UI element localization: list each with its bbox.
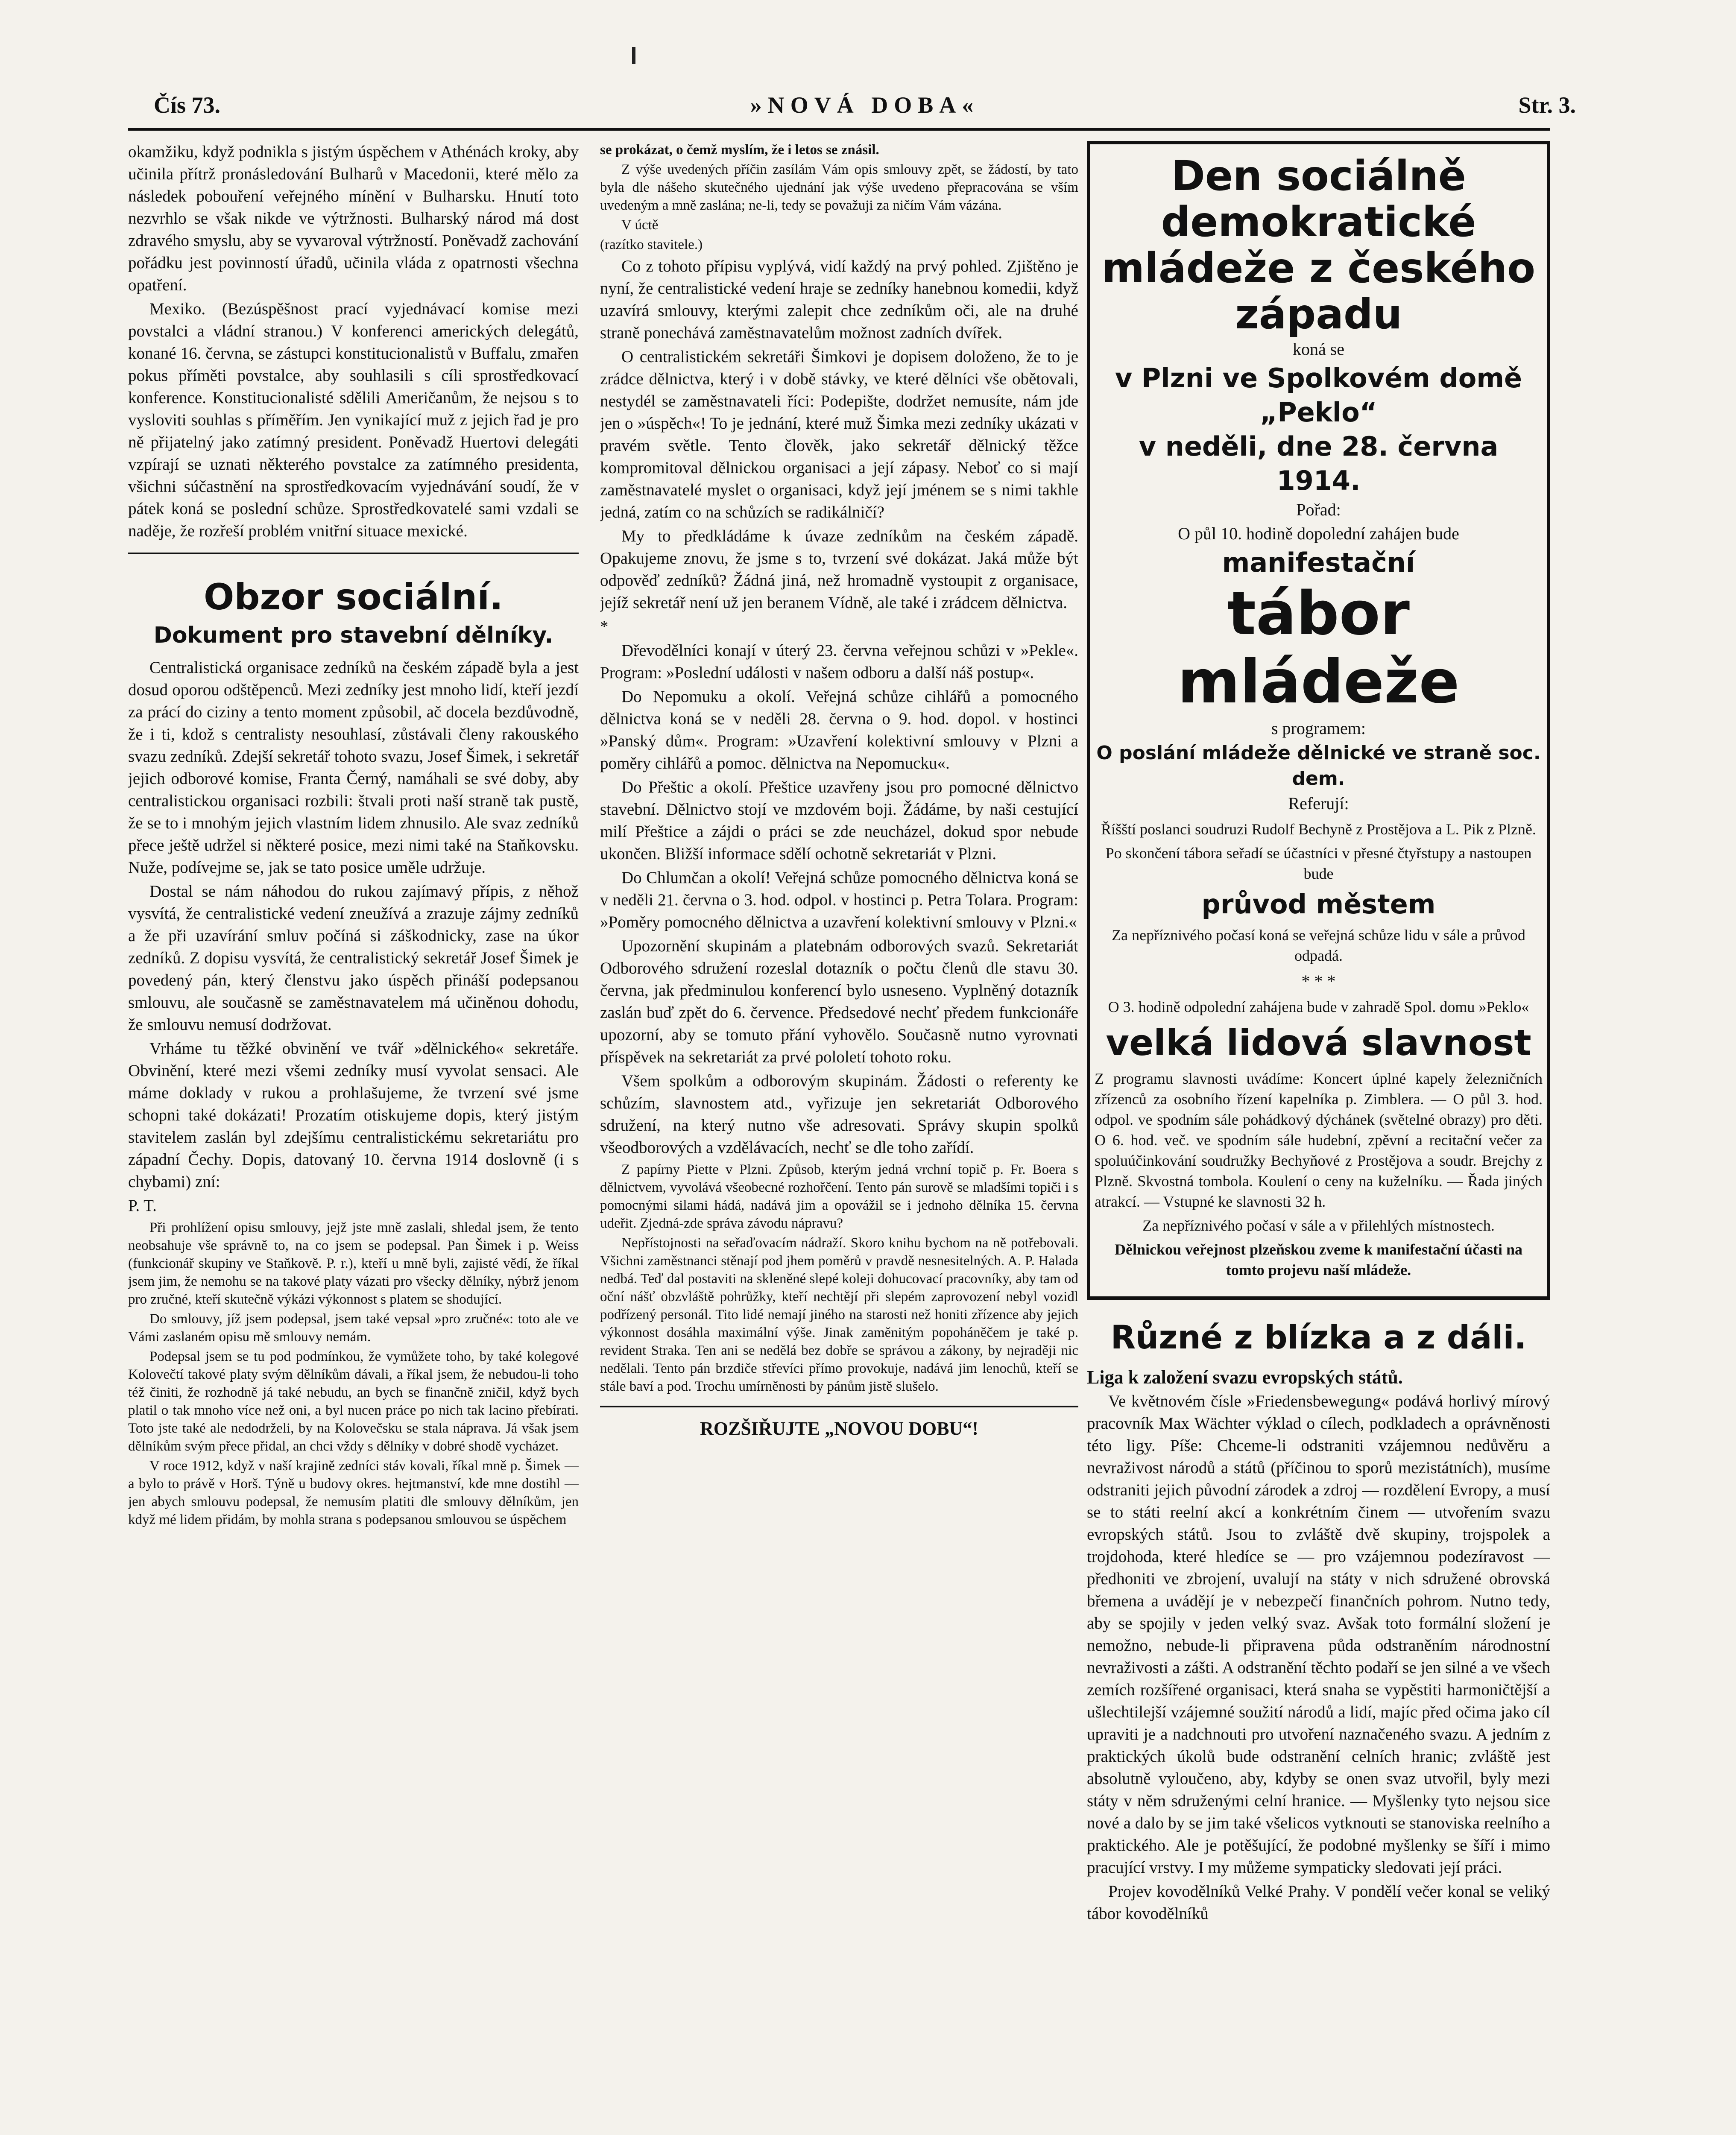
separator-star: * [600,617,609,636]
letter-signature: (razítko stavitele.) [600,237,703,252]
letter-paragraph: V roce 1912, když v naší krajině zedníci stáv kovali, říkal mně p. Šimek — a bylo to právě v Horš. Týně u budovy okres. hejtmanství, kde mne dostihl — jen abych smlouvu podepsal, že nemusím platiti dle smlouvy dělníkům, jen když mé lidem přidám, by mohla strana s podepsanou smlouvou se úspěchem [128,1458,579,1527]
event-advertisement-box [1087,141,1550,1300]
article-headline-league: Liga k založení svazu evropských států. [1087,1367,1403,1388]
event-rain-2: Za nepříznivého počasí v sále a v přilehlých místnostech. [1142,1217,1495,1234]
divider [600,1406,1078,1407]
event-topic: O poslání mládeže dělnické ve straně soc. dem. [1096,742,1541,790]
letter-salutation: P. T. [128,1196,157,1215]
section-title-social: Obzor sociální. [203,576,504,618]
letter-paragraph: Do smlouvy, jíž jsem podepsal, jsem také vepsal »pro zručné«: toto ale ve Vámi zaslaném opisu mě smlouvy nemám. [128,1311,579,1345]
event-start: O půl 10. hodině dopolední zahájen bude [1178,524,1459,543]
event-tabor: tábor mládeže [1177,579,1460,717]
event-after: Po skončení tábora seřadí se účastníci v přesné čtyřstupy a nastoupen bude [1105,845,1532,882]
event-place: v Plzni ve Spolkovém domě „Peklo“ [1115,363,1522,428]
event-festival: velká lidová slavnost [1106,1022,1531,1064]
article-headline-builders: Dokument pro stavební dělníky. [153,623,553,648]
letter-closing: V úctě [621,217,659,233]
event-speakers-label: Referují: [1288,794,1349,813]
event-program-label: Pořad: [1296,500,1341,519]
page-number: Str. 3. [1518,92,1576,118]
notice-nepomuk: Do Nepomuku a okolí. Veřejná schůze cihlářů a pomocného dělnictva koná se v neděli 28. června o 9. hod. dopol. v hostinci »Panský dům«. Program: »Uzavření kolektivní smlouvy v Plzni a poměry cihlářů a pomoc. dělnictva na Nepomucku«. [600,687,1078,772]
notice-chlumcany: Do Chlumčan a okolí! Veřejná schůze pomocného dělnictva koná se v neděli 21. června o 3. hod. odpol. v hostinci p. Petra Tolara. Program: »Poměry pomocného dělnictva a uzavření kolektivní smlouvy v Plzni.« [600,869,1078,931]
notice-prestice: Do Přeštic a okolí. Přeštice uzavřeny jsou pro pomocné dělnictvo stavební. Dělnictvo stojí ve mzdovém boji. Žádáme, by naši cestující milí Přeštice a zájdi o práci se zde neucházel, dokud spor nebude ukončen. Bližší informace sdělí ochotně sekretariát v Plzni. [600,778,1078,863]
column-2 [600,141,1078,2135]
notice-woodworkers: Dřevodělníci konají v úterý 23. června veřejnou schůzi v »Pekle«. Program: »Poslední události v našem odboru a další náš postup«. [600,641,1078,682]
notice-paper-mill: Z papírny Piette v Plzni. Způsob, kterým jedná vrchní topič p. Fr. Boera s dělnictvem, vyvolává všeobecné rozhořčení. Tento pán surově se mladšími topiči i s pomocnými silami hádá, nadává jim a opovážil se i jednoho dělníka 15. června udeřit. Zjedná-zde správa závodu nápravu? [600,1162,1078,1231]
event-manif: manifestační [1222,547,1415,578]
event-with-program: s programem: [1271,719,1366,738]
event-rain: Za nepříznivého počasí koná se veřejná schůze lidu v sále a průvod odpadá. [1112,927,1525,964]
masthead: »NOVÁ DOBA« [750,92,980,118]
divider [128,553,579,554]
letter-paragraph: Podepsal jsem se tu pod podmínkou, že vymůžete toho, by také kolegové Kolovečtí takové platy svým dělníkům dávali, a říkal jsem, že nebudou-li toho též činiti, že rozhodně já také nebudu, an bych se finančně zničil, když bych platil o tak mnoho více než oni, a byl nucen práce po nich tak lacino přebírati. Toto jste také ale nedodrželi, by na Kolovečsku se stala náprava. Já však jsem dělníkům svým přece přidal, an chci vždy s dělníky v dobré shodě vycházet. [128,1349,579,1454]
footer-slogan: ROZŠIŘUJTE „NOVOU DOBU“! [700,1418,978,1439]
paragraph: Vrháme tu těžké obvinění ve tvář »dělnického« sekretáře. Obvinění, které mezi všemi zedníky musí vyvolat sensaci. Ale máme doklady v rukou a prohlašujeme, že tvrzení své jsme schopni také dokázati! Prozatím otiskujeme dopis, který jistým stavitelem zaslán byl zdejšímu centralistickému sekretariátu pro západní Čechy. Dopis, datovaný 10. června 1914 doslovně (i s chybami) zní: [128,1039,579,1191]
notice-associations: Všem spolkům a odborovým skupinám. Žádosti o referenty ke schůzím, slavnostem atd., vyřizuje jen sekretariát Odborového sdružení, na který nutno vše adresovati. Správy skupin spolků všeodborových a vzdělávacích, nechť se dle toho zařídí. [600,1072,1078,1157]
paragraph: Centralistická organisace zedníků na českém západě byla a jest dosud oporou odštěpenců. Mezi zedníky jest mnoho lidí, kteří jezdí za prácí do ciziny a tento moment způsobil, ač docela bezdůvodně, že i ti, kdož s centralisty nesouhlasí, zůstávali členy rakouského svazu zedníků. Zdejší sekretář tohoto svazu, Josef Šimek, i sekretář jejich odborové komise, Franta Černý, namáhali se své doby, aby centralistickou organisaci rozbili: štvali proti naší straně tak pustě, že se to i mnohým jejich vlastním lidem zhnusilo. Ale svaz zedníků přece ještě udržel si některé posice, mezi nimi také na Staňkovsku. Nuže, podívejme se, jak se tato posice uměle udržuje. [128,658,579,877]
paragraph: Projev kovodělníků Velké Prahy. V pondělí večer konal se veliký tábor kovodělníků [1087,1882,1550,1923]
event-festival-program: Z programu slavnosti uvádíme: Koncert úplné kapely železničních zřízenců za osobního řízení kapelníka p. Zimblera. — O půl 3. hod. odpol. ve spodním sále pohádkový dýchánek (světelné obrazy) pro děti. O 6. hod. več. ve spodním sále hudební, zpěvní a recitační večer za spoluúčinkování soudružky Bechyňové z Prostějova a soudr. Brejchy z Plzně. Skvostná tombola. Koulení o ceny na kuželníku. — Řada jiných atrakcí. — Vstupné ke slavnosti 32 h. [1095,1070,1543,1210]
letter-paragraph: Z výše uvedených příčin zasílám Vám opis smlouvy zpět, se žádostí, by tato byla dle nášeho skutečného ujednání jak výše uvedeno přepracována se vším uvedeným a mně zaslána; ne-li, tedy se považuji za ničím Vám vázána. [600,162,1078,213]
issue-number: Čís 73. [154,92,221,118]
column-1 [128,141,579,2135]
article-mexico: Mexiko. (Bezúspěšnost prací vyjednávací komise mezi povstalci a vládní stranou.) V konferenci amerických delegátů, konané 16. června, se zástupci konstitucionalistů v Buffalu, zmařen pokus příměti povstalce, aby souhlasili s cíli sprostředkovací konference. Konstitucionalisté sdělili Američanům, že nejsou s to vysloviti souhlas s příměřím. Jen vynikající muž z jejich řad je pro ně přijatelný jako zatímný president. Poněvadž Huertovi delegáti vzpírají se uznati některého povstalce za zatímného presidenta, všichni súčastnění na sprostředkovacím vyjednávání soudí, že v pátek koná se poslední schůze. Sprostředkovatelé sami vzdali se naděje, že rozřeší problém vnitřní situace mexické. [128,300,579,540]
paragraph: My to předkládáme k úvaze zedníkům na českém západě. Opakujeme znovu, že jsme s to, tvrzení své dokázat. Jaká může být odpověď zedníků? Žádná jiná, než hromadně vystoupit z organisace, jejíž sekretář není už jen beranem Vídně, ale také i zrádcem dělnictva. [600,527,1078,612]
event-afternoon: O 3. hodině odpolední zahájena bude v zahradě Spol. domu »Peklo« [1108,998,1529,1015]
notice-railway-yard: Nepřístojnosti na seřaďovacím nádraží. Skoro knihu bychom na ně potřebovali. Všichni zaměstnanci stěnají pod jhem poměrů v pravdě nesnesitelných. A. P. Halada nedbá. Teď dal postaviti na skleněné slepé koleji dohucovací pracovníky, aby tam od oční nášť obzvláště pohrůžky, kteří nechtějí při slepém zaprovození nebyl vozidl podřízený personál. Tito lidé nemají jiného na starosti než honiti zřízence aby jejich výkonnost dosáhla maximální výše. Jinak zaměnitým popoháněčem je také p. revident Straka. Ten ani se nedělá bez dobře se správou a zákony, by nejraději nic nedělali. Tento pán brzdiče střevíci přímo provokuje, nadává jim lenochů, kteří se stále baví a pod. Trochu umírněnosti by pánům jistě slušelo. [600,1235,1078,1394]
paragraph: Co z tohoto přípisu vyplývá, vidí každý na prvý pohled. Zjištěno je nyní, že centralistické vedení hraje se zedníky hanebnou komedii, když uzavírá smlouvy, kterými zalepit chce zedníkům oči, ale na druhé straně ponechává zaměstnavatelům možnost zadních dvířek. [600,257,1078,342]
header-rule [128,128,1550,131]
article-bulgaria-end: okamžiku, když podnikla s jistým úspěchem v Athénách kroky, aby učinila přítrž pronásledování Bulharů v Macedonii, které mělo za následek pobouření veřejného mínění v Bulharsku. Hnutí toto nezvrhlo se však nikde ve výtržnosti. Bulharský národ má dost zdravého smyslu, aby se vyvaroval výtržností. Poněvadž zachování pořádku jest povinností úřadů, učinila vláda z opatrnosti všechna opatření. [128,143,579,294]
event-speakers: Říšští poslanci soudruzi Rudolf Bechyně z Prostějova a L. Pik z Plzně. [1101,821,1536,838]
event-invitation: Dělnickou veřejnost plzeňskou zveme k manifestační účasti na tomto projevu naší mládeže. [1115,1241,1522,1278]
event-stars: * * * [1301,971,1336,991]
paragraph: Dostal se nám náhodou do rukou zajímavý přípis, z něhož vysvítá, že centralistické vedení zneužívá a zrazuje zájmy zedníků a že při uzavírání smluv počíná si záškodnicky, zase na úkor zedníků. Z dopisu vysvítá, že centralistický sekretář Josef Šimek je povedený pán, který členstvu jako úspěch přináší podepsanou smlouvu, ale současně se zaměstnavatelem má učiněnou dohodu, že smlouvu nemusí dodržovat. [128,882,579,1034]
letter-paragraph: Při prohlížení opisu smlouvy, jejž jste mně zaslali, shledal jsem, že tento neobsahuje vše správně to, na co jsem se podepsal. Pan Šimek i p. Weiss (funkcionář skupiny ve Staňkově. P. r.), kteří u mně byli, zajisté vědí, že říkal jsem jim, že nemohu se na takové platy vázati pro všecky dělníky, nýbrž jenom pro zručné, kteří skutečně výkázi výkonnost s platem se shodující. [128,1220,579,1307]
letter-paragraph: se prokázat, o čemž myslím, že i letos se znásil. [600,142,879,158]
event-date: v neděli, dne 28. června 1914. [1139,431,1499,496]
column-3 [1087,141,1550,2135]
print-mark [632,47,635,64]
paragraph: Ve květnovém čísle »Friedensbewegung« podává horlivý mírový pracovník Max Wächter výklad o cílech, podkladech a oprávněnosti této ligy. Píše: Chceme-li odstraniti vzájemnou nedůvěru a nevraživost národů a států (příčinou to sporů mezistátních), musíme odstraniti jejich původní zárodek a zdroj — rozdělení Evropy, a musí se to státi reelní akcí a konkrétním činem — utvořením svazu evropských států. Jsou to zvláště dvě skupiny, trojspolek a trojdohoda, které hledíce se — pro vzájemnou podezíravost — předhoniti ve zbrojení, uvalují na státy v nich sdružené obrovská břemena a uvádějí je v nebezpečí finančních pohrom. Nutno tedy, aby se spojily v jeden velký svaz. Avšak toto formální složení je nemožno, nebude-li připravena půda odstraněním národnostní nevraživosti a zášti. A odstranění těchto podaří se jen silné a ve všech zemích rozšířené organisaci, která snaha se vypěstiti harmoničtější a ušlechtilejší vzájemné soužití národů a lidí, majíc před očima jako cíl upraviti je a nadchnouti pro utvoření naznačeného svazu. A jedním z praktických úkolů bude odstranění celních hranic; zvláště jest absolutně vyloučeno, aby, kdyby se onen svaz utvořil, byly mezi státy v něm sdruženými celní hranice. — Myšlenky tyto nejsou sice nové a dalo by se jim také všelicos vytknouti se stanoviska reelního a praktického. Ale je potěšující, že podobné myšlenky se šíří i mimo pracující vrstvy. I my můžeme sympaticky sledovati její práci. [1087,1392,1550,1877]
section-title-misc: Různé z blízka a z dáli. [1110,1318,1527,1356]
event-parade: průvod městem [1201,889,1436,920]
notice-union-groups: Upozornění skupinám a platebnám odborových svazů. Sekretariát Odborového sdružení rozeslal dotazník o počtu členů dle stavu 30. června, jak předminulou konferencí bylo usneseno. Vyplněný dotazník zaslán buď zpět do 6. července. Předsedové nechť předem funkcionáře upozorní, aby se tomuto přání vyhovělo. Současně nutno vyrovnati příspěvek na sekretariát za prvé pololetí tohoto roku. [600,937,1078,1066]
event-kona: koná se [1292,339,1345,359]
paragraph: O centralistickém sekretáři Šimkovi je dopisem doloženo, že to je zrádce dělnictva, který i v době stávky, ve které dělníci vše obětovali, nestydél se zaměstnavateli říci: Podepište, dodržet nemusíte, nám jde jen o »úspěch«! To je jednání, které muž Šimka mezi zedníky ukázati v pravém světle. Tento člověk, jako sekretář dělnický těžce kompromitoval dělnickou organisaci a její zápasy. Neboť co si mají zaměstnavatelé myslet o organisaci, když její jménem se s nimi takhle jedná, zatím co na schůzích se radikálničí? [600,348,1078,521]
event-title: Den sociálně demokratické mládeže z českého západu [1101,152,1536,338]
page-header [154,83,1576,122]
